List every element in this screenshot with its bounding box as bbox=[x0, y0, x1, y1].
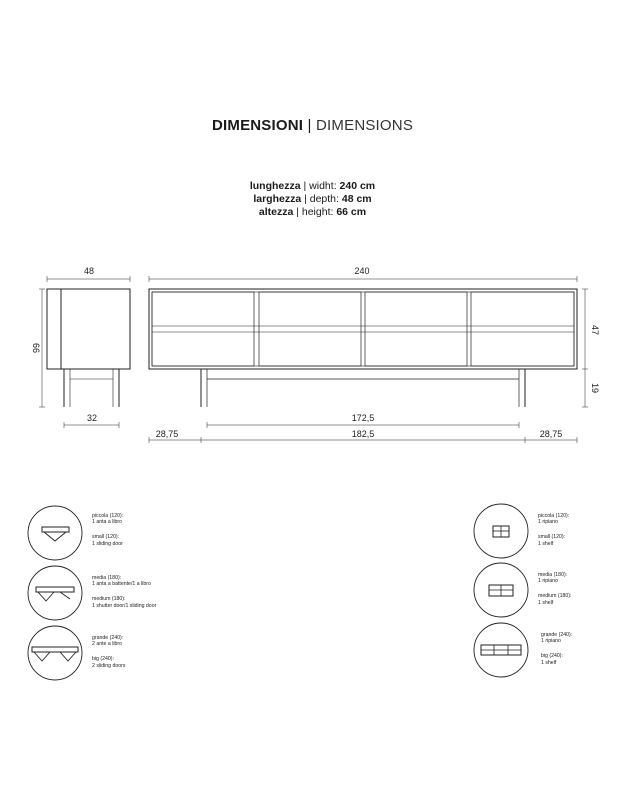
dim-side-width: 48 bbox=[83, 266, 95, 276]
spec-length-en: widht bbox=[309, 180, 334, 192]
folding-door-small-icon bbox=[28, 506, 82, 560]
option-right-big-en-label: big (240): bbox=[541, 653, 563, 660]
side-view bbox=[39, 276, 130, 428]
spec-length-value: 240 cm bbox=[339, 180, 376, 192]
shelf-medium-icon bbox=[474, 563, 528, 617]
option-left-medium-en-desc: 1 shutter door/1 sliding door bbox=[92, 602, 157, 609]
dim-front-leg-span: 172,5 bbox=[351, 413, 375, 423]
option-right-medium-it-label: media (180): bbox=[538, 572, 568, 578]
option-right-small-en-desc: 1 shelf bbox=[538, 540, 554, 547]
option-right-small-it-label: piccola (120): bbox=[538, 513, 570, 519]
dim-side-leg-span: 32 bbox=[86, 413, 98, 423]
option-right-medium-en-label: medium (180): bbox=[538, 593, 572, 600]
side-body bbox=[47, 289, 130, 369]
spec-depth-it: larghezza bbox=[253, 193, 302, 205]
option-left-small-it-desc: 1 anta a libro bbox=[92, 519, 122, 526]
spec-height-value: 66 cm bbox=[336, 206, 367, 218]
option-left-big-en-label: big (240): bbox=[92, 656, 114, 663]
front-door-2 bbox=[259, 292, 361, 366]
shelf-big-icon bbox=[474, 623, 528, 677]
spec-height: altezza | height: 66 cm bbox=[258, 206, 367, 218]
front-body bbox=[149, 289, 577, 369]
folding-door-medium-icon bbox=[28, 566, 82, 620]
spec-height-it: altezza bbox=[258, 206, 294, 218]
dim-total-length: 240 bbox=[354, 266, 370, 276]
title-italian: DIMENSIONI bbox=[211, 117, 304, 134]
option-left-medium-it-label: media (180): bbox=[92, 575, 122, 581]
option-right-small bbox=[538, 513, 569, 547]
option-left-big bbox=[92, 635, 125, 669]
option-left-small-it-label: piccola (120): bbox=[92, 513, 124, 519]
option-right-big-it-label: grande (240): bbox=[541, 632, 573, 638]
option-left-small-en-label: small (120): bbox=[92, 534, 120, 541]
title-separator: | bbox=[307, 117, 312, 134]
option-right-big bbox=[541, 632, 572, 666]
option-left-medium bbox=[92, 575, 156, 609]
shelf-small-icon bbox=[474, 504, 528, 558]
option-left-small-en-desc: 1 sliding door bbox=[92, 540, 123, 547]
dim-left-offset: 28,75 bbox=[155, 429, 179, 439]
dim-leg-height: 19 bbox=[590, 382, 600, 394]
front-door-3 bbox=[365, 292, 467, 366]
option-left-medium-it-desc: 1 anta a battente/1 a libro bbox=[92, 581, 151, 588]
spec-height-en: height bbox=[301, 206, 331, 218]
option-right-small-it-desc: 1 ripiano bbox=[538, 519, 558, 526]
spec-depth-en: depth bbox=[309, 193, 337, 205]
spec-length-it: lunghezza bbox=[249, 180, 301, 192]
option-right-medium-en-desc: 1 shelf bbox=[538, 599, 554, 606]
spec-depth: larghezza | depth: 48 cm bbox=[253, 193, 372, 205]
dim-body-height: 47 bbox=[590, 324, 600, 336]
option-right-medium-it-desc: 1 ripiano bbox=[538, 578, 558, 585]
option-left-medium-en-label: medium (180): bbox=[92, 596, 126, 603]
option-left-big-it-label: grande (240): bbox=[92, 635, 124, 641]
front-door-1 bbox=[152, 292, 254, 366]
dim-right-offset: 28,75 bbox=[539, 429, 563, 439]
option-right-big-it-desc: 1 ripiano bbox=[541, 638, 561, 645]
dim-base-span: 182,5 bbox=[351, 429, 375, 439]
folding-door-big-icon bbox=[28, 626, 82, 680]
front-door-4 bbox=[471, 292, 574, 366]
title-english: DIMENSIONS bbox=[316, 117, 414, 134]
spec-length: lunghezza | widht: 240 cm bbox=[249, 180, 376, 192]
dim-height: 66 bbox=[31, 342, 41, 354]
option-right-medium bbox=[538, 572, 571, 606]
option-right-small-en-label: small (120): bbox=[538, 534, 566, 541]
option-right-big-en-desc: 1 shelf bbox=[541, 659, 557, 666]
option-left-small bbox=[92, 513, 123, 547]
option-left-big-it-desc: 2 ante a libro bbox=[92, 641, 122, 648]
option-left-big-en-desc: 2 sliding doors bbox=[92, 662, 126, 669]
spec-depth-value: 48 cm bbox=[341, 193, 372, 205]
